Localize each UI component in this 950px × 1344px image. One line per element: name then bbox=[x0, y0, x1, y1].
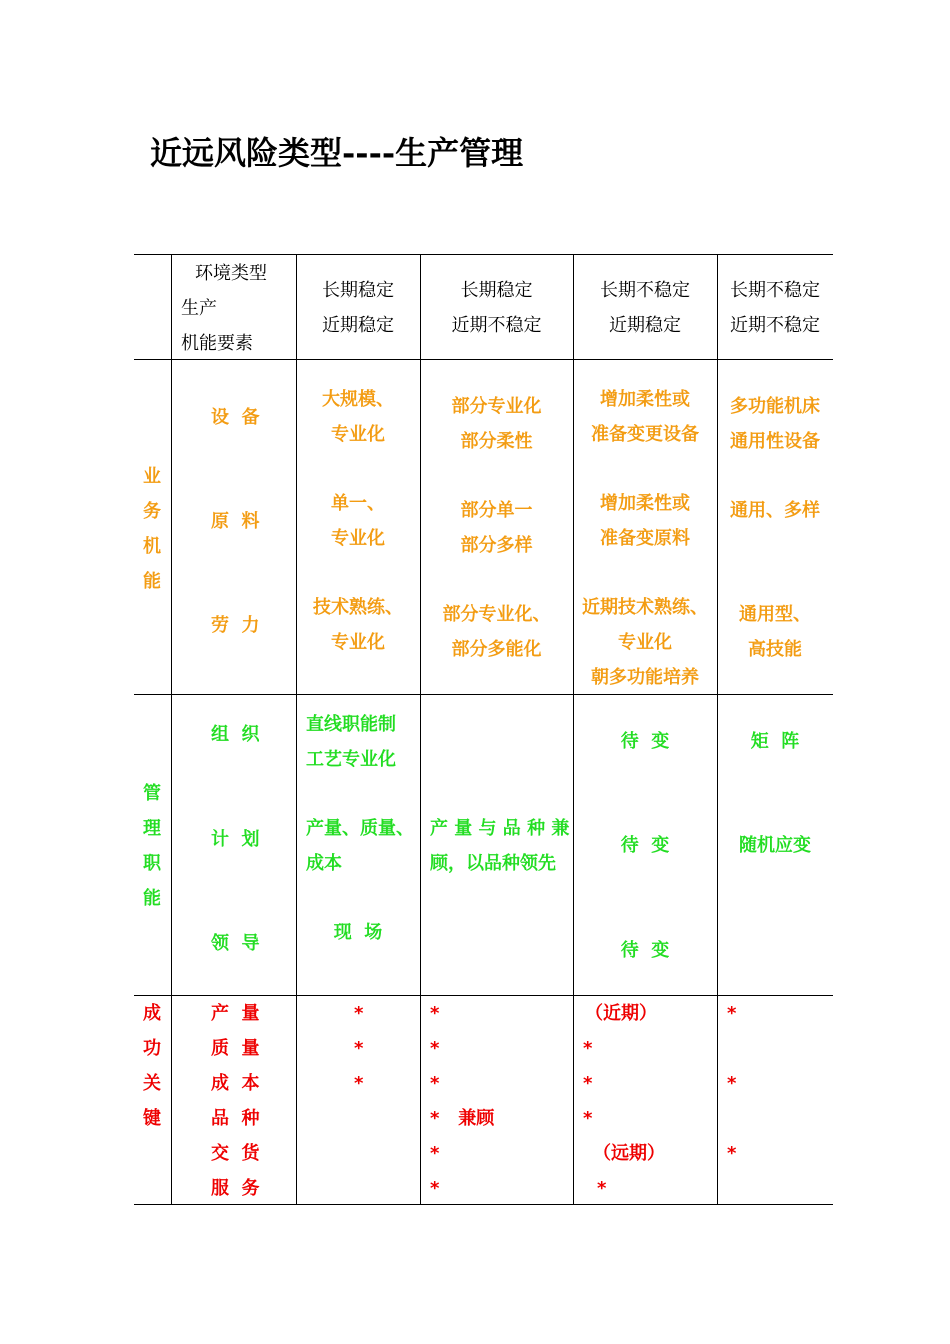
equipment-c2-line-2: 部分柔性 bbox=[460, 431, 533, 452]
success-group-char-3: 关 bbox=[143, 1073, 161, 1094]
success-c3-variety: * bbox=[583, 1108, 593, 1129]
mgmt-c1-lead-line-1: 现 场 bbox=[333, 922, 383, 943]
success-c2-quality: * bbox=[430, 1038, 440, 1059]
labor-c4-line-1: 通用型、 bbox=[739, 604, 811, 625]
header-col-4-line-1: 长期不稳定 bbox=[730, 280, 820, 301]
success-c2-service: * bbox=[430, 1178, 440, 1199]
header-col-2-line-1: 长期稳定 bbox=[460, 280, 533, 301]
material-c2-line-2: 部分多样 bbox=[460, 535, 533, 556]
equipment-c3-line-2: 准备变更设备 bbox=[591, 424, 699, 445]
success-c1-output: * bbox=[354, 1003, 364, 1024]
mgmt-c2-plan-line-1: 产 量 与 品 种 兼 bbox=[430, 818, 570, 839]
material-c3-line-1: 增加柔性或 bbox=[600, 493, 690, 514]
mgmt-c3-line-2: 待 变 bbox=[620, 835, 670, 856]
labor-c3-line-2: 专业化 bbox=[618, 632, 672, 653]
mgmt-c4-line-2: 随机应变 bbox=[739, 835, 811, 856]
header-col-1-line-1: 长期稳定 bbox=[322, 280, 394, 301]
row-label-material: 原 料 bbox=[211, 511, 260, 532]
management-group-char-2: 理 bbox=[143, 818, 161, 839]
row-label-organization: 组 织 bbox=[211, 724, 260, 745]
mgmt-c2-plan-line-2: 顾，以品种领先 bbox=[430, 853, 556, 874]
mgmt-c1-plan-line-2: 成本 bbox=[306, 853, 342, 874]
page-title: 近远风险类型----生产管理 bbox=[150, 134, 524, 172]
success-group-char-1: 成 bbox=[143, 1003, 161, 1024]
labor-c1-line-2: 专业化 bbox=[331, 632, 385, 653]
success-c3-output: （近期） bbox=[585, 1003, 657, 1024]
header-col-3-line-1: 长期不稳定 bbox=[600, 280, 690, 301]
header-col-3-line-2: 近期稳定 bbox=[609, 315, 681, 336]
header-col-4-line-2: 近期不稳定 bbox=[730, 315, 820, 336]
success-c1-quality: * bbox=[354, 1038, 364, 1059]
success-c3-quality: * bbox=[583, 1038, 593, 1059]
row-label-planning: 计 划 bbox=[211, 829, 260, 850]
success-c2-cost: * bbox=[430, 1073, 440, 1094]
labor-c4-line-2: 高技能 bbox=[748, 639, 802, 660]
business-group-char-3: 机 bbox=[143, 536, 161, 557]
business-divider bbox=[134, 694, 833, 695]
success-c4-cost: * bbox=[727, 1073, 737, 1094]
success-c3-service: * bbox=[597, 1178, 607, 1199]
success-c2-variety: * 兼顾 bbox=[430, 1108, 495, 1129]
mgmt-c1-org-line-2: 工艺专业化 bbox=[306, 749, 396, 770]
material-c4-line-1: 通用、多样 bbox=[730, 500, 820, 521]
header-col-1-line-2: 近期稳定 bbox=[322, 315, 394, 336]
mgmt-c1-org-line-1: 直线职能制 bbox=[306, 714, 396, 735]
material-c1-line-2: 专业化 bbox=[331, 528, 385, 549]
col-divider-0 bbox=[171, 254, 172, 1205]
labor-c3-line-1: 近期技术熟练、 bbox=[582, 597, 708, 618]
row-label-labor: 劳 力 bbox=[211, 615, 260, 636]
equipment-c1-line-1: 大规模、 bbox=[322, 389, 394, 410]
row-label-equipment: 设 备 bbox=[211, 407, 260, 428]
material-c1-line-1: 单一、 bbox=[331, 493, 385, 514]
success-c4-output: * bbox=[727, 1003, 737, 1024]
corner-label-elements: 机能要素 bbox=[181, 333, 253, 354]
labor-c1-line-1: 技术熟练、 bbox=[313, 597, 403, 618]
row-label-leadership: 领 导 bbox=[211, 933, 260, 954]
mgmt-c3-line-3: 待 变 bbox=[620, 940, 670, 961]
management-group-char-3: 职 bbox=[143, 853, 161, 874]
material-c3-line-2: 准备变原料 bbox=[600, 528, 690, 549]
row-label-delivery: 交 货 bbox=[211, 1143, 260, 1164]
success-c1-cost: * bbox=[354, 1073, 364, 1094]
row-label-quality: 质 量 bbox=[211, 1038, 260, 1059]
corner-label-production: 生产 bbox=[181, 298, 217, 319]
equipment-c3-line-1: 增加柔性或 bbox=[600, 389, 690, 410]
success-c4-delivery: * bbox=[727, 1143, 737, 1164]
row-label-service: 服 务 bbox=[211, 1178, 260, 1199]
equipment-c1-line-2: 专业化 bbox=[331, 424, 385, 445]
material-c2-line-1: 部分单一 bbox=[460, 500, 533, 521]
labor-c2-line-1: 部分专业化、 bbox=[442, 604, 551, 625]
row-label-output: 产 量 bbox=[211, 1003, 260, 1024]
equipment-c2-line-1: 部分专业化 bbox=[451, 396, 542, 417]
business-group-char-1: 业 bbox=[143, 466, 161, 487]
success-c3-cost: * bbox=[583, 1073, 593, 1094]
success-group-char-2: 功 bbox=[143, 1038, 161, 1059]
success-c2-delivery: * bbox=[430, 1143, 440, 1164]
table-top-border bbox=[134, 254, 833, 255]
success-c3-delivery: （远期） bbox=[593, 1143, 665, 1164]
business-group-char-2: 务 bbox=[143, 501, 161, 522]
labor-c3-line-3: 朝多功能培养 bbox=[591, 667, 699, 688]
management-group-char-1: 管 bbox=[143, 783, 161, 804]
success-c2-output: * bbox=[430, 1003, 440, 1024]
equipment-c4-line-1: 多功能机床 bbox=[730, 396, 820, 417]
row-label-variety: 品 种 bbox=[211, 1108, 260, 1129]
success-group-char-4: 键 bbox=[143, 1108, 161, 1129]
mgmt-c1-plan-line-1: 产量、质量、 bbox=[306, 818, 414, 839]
header-col-2-line-2: 近期不稳定 bbox=[451, 315, 542, 336]
corner-label-env: 环境类型 bbox=[195, 263, 267, 284]
business-group-char-4: 能 bbox=[143, 571, 161, 592]
labor-c2-line-2: 部分多能化 bbox=[451, 639, 542, 660]
row-label-cost: 成 本 bbox=[211, 1073, 260, 1094]
equipment-c4-line-2: 通用性设备 bbox=[730, 431, 820, 452]
mgmt-c3-line-1: 待 变 bbox=[620, 731, 670, 752]
mgmt-c4-line-1: 矩 阵 bbox=[750, 731, 800, 752]
management-group-char-4: 能 bbox=[143, 888, 161, 909]
